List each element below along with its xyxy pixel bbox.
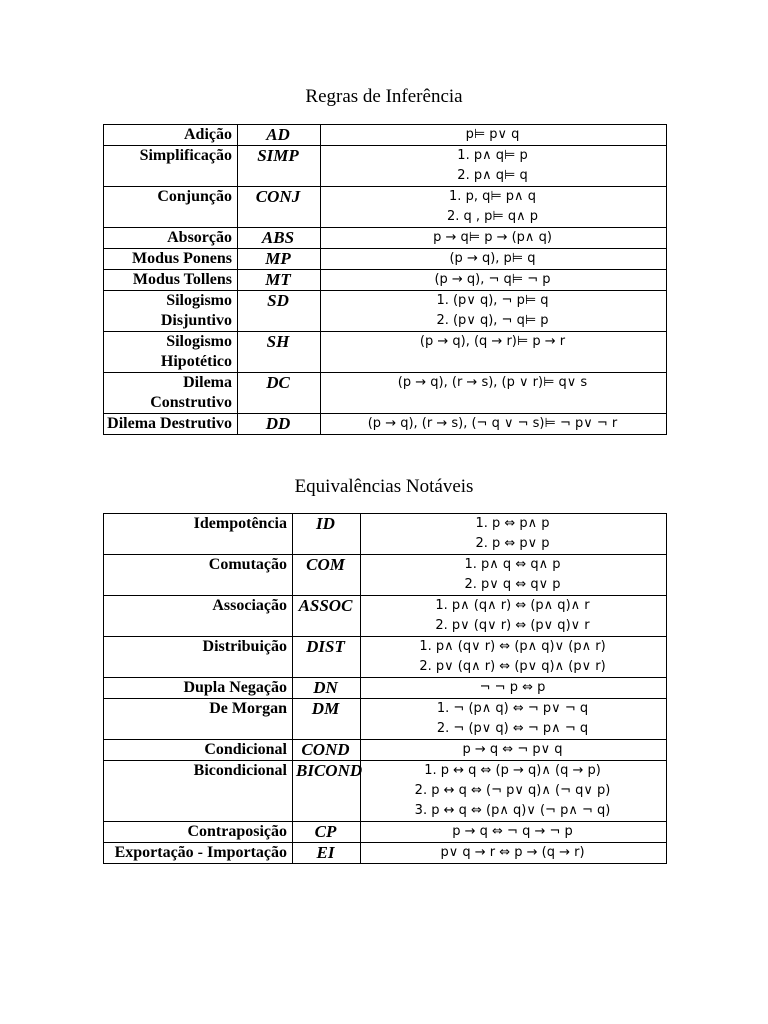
rule-formula: 1. p∧ q⊨ p [457,148,528,163]
equivalence-abbr: DN [293,678,361,699]
equivalence-abbr: DM [293,699,361,740]
rule-row [104,228,667,249]
equivalence-formula: 1. p ⇔ p∧ p [475,516,550,531]
rule-formula-cell [321,187,667,228]
equivalences-table [103,513,667,864]
rule-abbr: CONJ [238,187,321,228]
equivalence-row [104,514,667,555]
rule-name: Silogismo Disjuntivo [104,291,238,332]
equivalence-row [104,740,667,761]
rule-abbr: DC [238,373,321,414]
equivalence-formula-cell [361,740,667,761]
equivalence-formula: 1. ¬ (p∧ q) ⇔ ¬ p∨ ¬ q [436,701,589,716]
rule-abbr: ABS [238,228,321,249]
rule-formula: 2. q , p⊨ q∧ p [446,209,539,224]
rule-formula-cell [321,414,667,435]
rule-formula: (p → q), ¬ q⊨ ¬ p [434,272,551,287]
equivalence-name: Exportação - Importação [104,843,293,864]
rule-formula-cell [321,291,667,332]
rule-abbr: MP [238,249,321,270]
equivalence-formula-cell [361,678,667,699]
rule-formula-cell [321,270,667,291]
rule-formula: 1. (p∨ q), ¬ p⊨ q [436,293,549,308]
equivalence-row [104,699,667,740]
inference-rules-title: Regras de Inferência [305,86,463,107]
rule-name: Dilema Construtivo [104,373,238,414]
rule-name: Conjunção [104,187,238,228]
rule-formula-cell [321,332,667,373]
equivalence-formula-cell [361,699,667,740]
equivalence-row [104,822,667,843]
rule-row [104,291,667,332]
equivalence-abbr: COND [293,740,361,761]
rule-abbr: SIMP [238,146,321,187]
rule-name: Absorção [104,228,238,249]
equivalence-abbr: BICOND [293,761,361,822]
equivalence-formula: 1. p∧ (q∨ r) ⇔ (p∧ q)∨ (p∧ r) [419,639,606,654]
rule-row [104,414,667,435]
equivalence-formula-cell [361,555,667,596]
equivalence-abbr: DIST [293,637,361,678]
equivalence-formula-cell [361,637,667,678]
equivalence-name: Dupla Negação [104,678,293,699]
rule-formula: p⊨ p∨ q [465,127,520,142]
rule-formula: (p → q), (q → r)⊨ p → r [419,334,566,349]
rule-formula-cell [321,146,667,187]
equivalence-formula: 2. p∨ (q∧ r) ⇔ (p∨ q)∧ (p∨ r) [419,659,606,674]
equivalence-formula: p∨ q → r ⇔ p → (q → r) [440,845,585,860]
rule-abbr: DD [238,414,321,435]
equivalence-abbr: ASSOC [293,596,361,637]
equivalence-name: Condicional [104,740,293,761]
rule-name: Silogismo Hipotético [104,332,238,373]
rule-name: Modus Tollens [104,270,238,291]
rule-name: Dilema Destrutivo [104,414,238,435]
rule-formula-cell [321,125,667,146]
rule-formula-cell [321,228,667,249]
equivalence-name: Idempotência [104,514,293,555]
equivalence-formula: 3. p ↔ q ⇔ (p∧ q)∨ (¬ p∧ ¬ q) [414,803,611,818]
equivalence-abbr: EI [293,843,361,864]
rule-name: Simplificação [104,146,238,187]
equivalence-name: Associação [104,596,293,637]
equivalence-row [104,637,667,678]
equivalence-formula: p → q ⇔ ¬ q → ¬ p [452,824,573,839]
equivalence-name: Comutação [104,555,293,596]
equivalence-formula: 2. p∨ (q∨ r) ⇔ (p∨ q)∨ r [435,618,590,633]
equivalence-row [104,761,667,822]
equivalence-formula-cell [361,761,667,822]
equivalence-formula: 2. p ⇔ p∨ p [475,536,550,551]
equivalence-formula: 1. p∧ (q∧ r) ⇔ (p∧ q)∧ r [435,598,590,613]
rule-abbr: AD [238,125,321,146]
equivalence-formula-cell [361,822,667,843]
equivalence-name: Distribuição [104,637,293,678]
equivalence-row [104,596,667,637]
equivalence-row [104,555,667,596]
equivalence-name: Bicondicional [104,761,293,822]
rule-row [104,125,667,146]
equivalence-formula-cell [361,596,667,637]
rule-row [104,270,667,291]
equivalence-formula: 1. p ↔ q ⇔ (p → q)∧ (q → p) [424,763,601,778]
equivalence-formula: 1. p∧ q ⇔ q∧ p [464,557,561,572]
rule-row [104,332,667,373]
equivalence-row [104,843,667,864]
rule-row [104,249,667,270]
equivalence-abbr: ID [293,514,361,555]
rule-formula: 2. (p∨ q), ¬ q⊨ p [436,313,549,328]
equivalence-name: Contraposição [104,822,293,843]
rule-name: Adição [104,125,238,146]
equivalence-formula: 2. p∨ q ⇔ q∨ p [464,577,561,592]
rule-row [104,187,667,228]
rule-formula: (p → q), (r → s), (¬ q ∨ ¬ s)⊨ ¬ p∨ ¬ r [367,416,618,431]
rule-abbr: SH [238,332,321,373]
rule-formula-cell [321,249,667,270]
equivalence-row [104,678,667,699]
equivalence-formula-cell [361,843,667,864]
equivalence-formula: 2. ¬ (p∨ q) ⇔ ¬ p∧ ¬ q [436,721,589,736]
equivalence-formula: ¬ ¬ p ⇔ p [479,680,546,695]
rule-formula: p → q⊨ p → (p∧ q) [433,230,552,245]
equivalence-name: De Morgan [104,699,293,740]
rule-formula: 2. p∧ q⊨ q [457,168,528,183]
equivalence-formula: 2. p ↔ q ⇔ (¬ p∨ q)∧ (¬ q∨ p) [414,783,611,798]
rule-abbr: MT [238,270,321,291]
inference-rules-table [103,124,667,435]
equivalences-title: Equivalências Notáveis [294,476,474,497]
equivalence-abbr: CP [293,822,361,843]
equivalence-abbr: COM [293,555,361,596]
rule-row [104,373,667,414]
rule-formula: (p → q), p⊨ q [449,251,536,266]
equivalence-formula-cell [361,514,667,555]
rule-abbr: SD [238,291,321,332]
rule-formula-cell [321,373,667,414]
rule-formula: (p → q), (r → s), (p ∨ r)⊨ q∨ s [397,375,588,390]
rule-name: Modus Ponens [104,249,238,270]
rule-row [104,146,667,187]
rule-formula: 1. p, q⊨ p∧ q [449,189,536,204]
equivalence-formula: p → q ⇔ ¬ p∨ q [462,742,563,757]
